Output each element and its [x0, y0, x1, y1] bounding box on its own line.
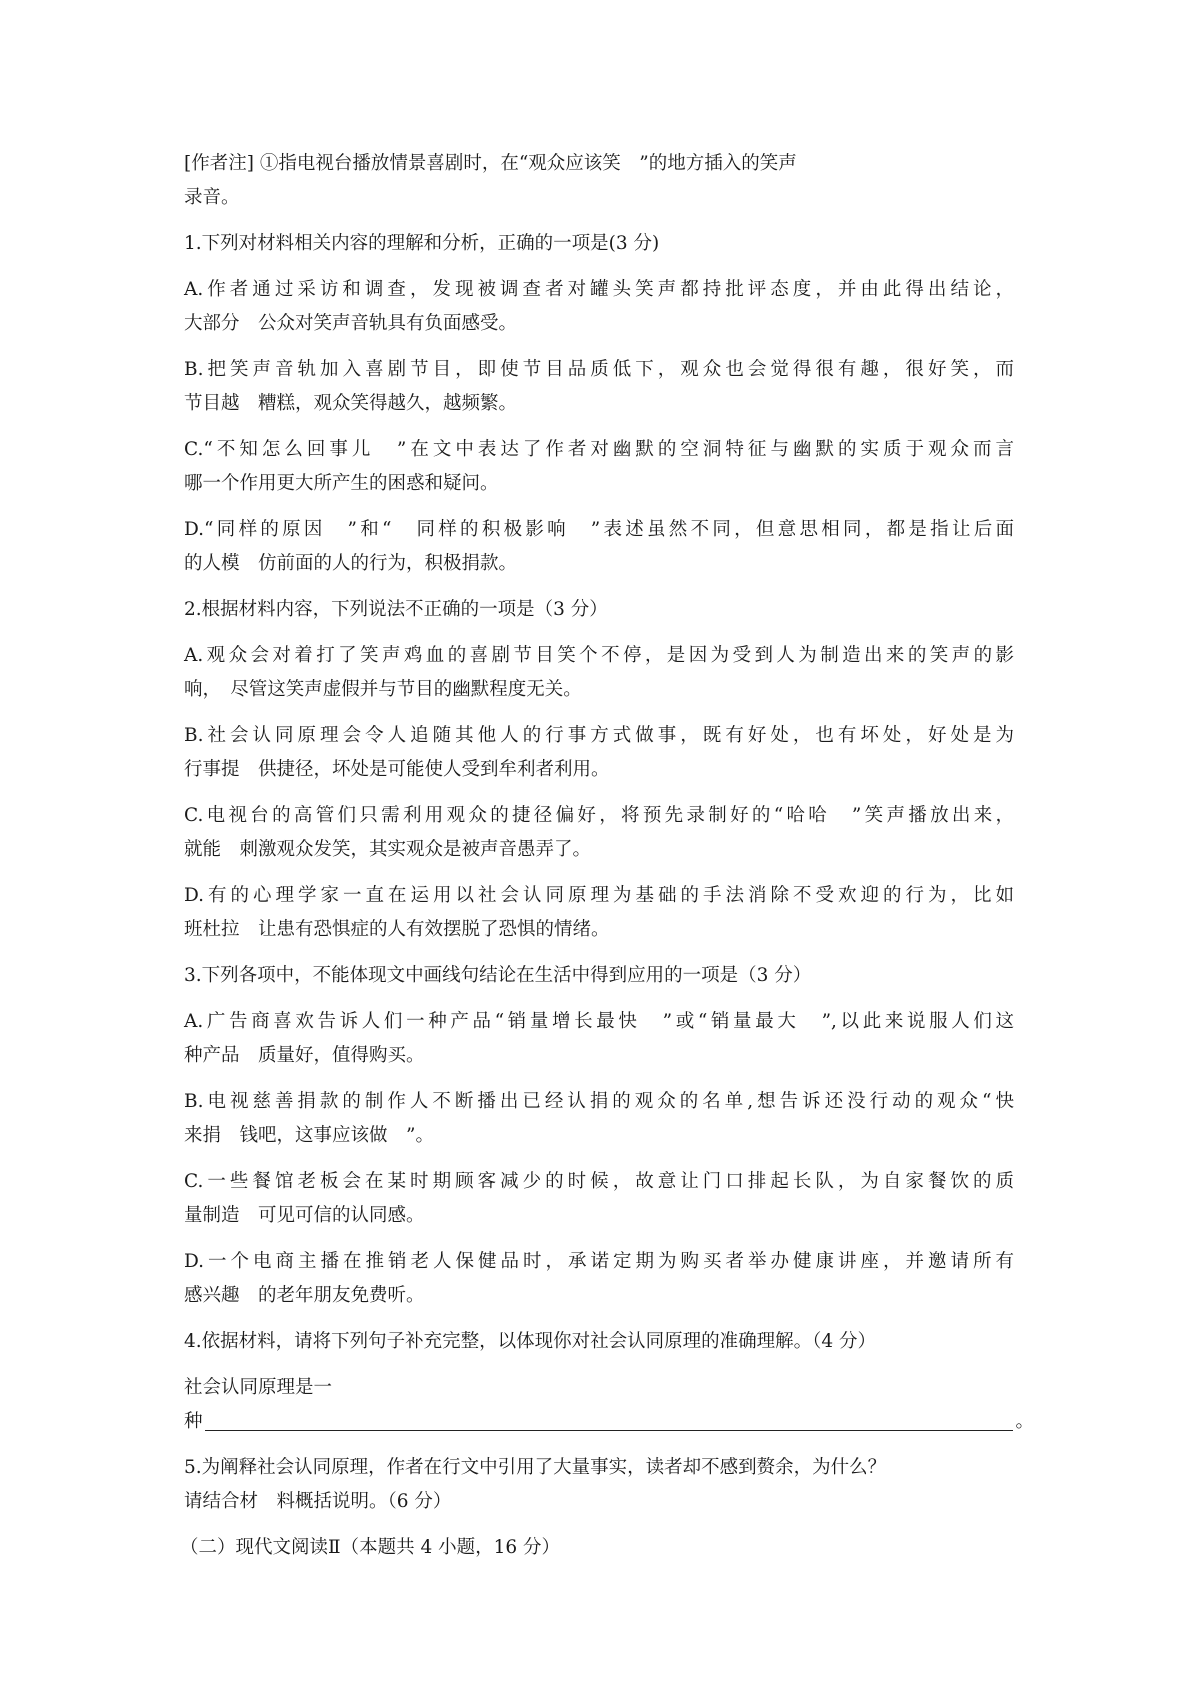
q1-option-d-line-1: D.“同样的原因 ”和“ 同样的积极影响 ”表述虽然不同，但意思相同，都是指让后面 [184, 519, 1014, 540]
q3-option-d-line-2: 感兴趣 的老年朋友免费听。 [184, 1285, 425, 1306]
q3-option-c-line-2: 量制造 可见可信的认同感。 [184, 1205, 425, 1226]
q2-option-d-line-1: D.有的心理学家一直在运用以社会认同原理为基础的手法消除不受欢迎的行为，比如 [184, 885, 1014, 906]
q1-option-c-line-2: 哪一个作用更大所产生的困惑和疑问。 [184, 473, 499, 494]
author-note-line-2: 录音。 [184, 187, 240, 208]
q1-option-a-line-2: 大部分 公众对笑声音轨具有负面感受。 [184, 313, 518, 334]
question-4-stem: 4.依据材料，请将下列句子补充完整，以体现你对社会认同原理的准确理解。（4 分） [184, 1331, 877, 1352]
q2-option-d-line-2: 班杜拉 让患有恐惧症的人有效摆脱了恐惧的情绪。 [184, 919, 610, 940]
q4-answer-prefix: 种 [184, 1411, 203, 1432]
q1-option-d-line-2: 的人模 仿前面的人的行为，积极捐款。 [184, 553, 518, 574]
q1-option-b-line-1: B.把笑声音轨加入喜剧节目，即使节目品质低下，观众也会觉得很有趣，很好笑，而 [184, 359, 1014, 380]
question-1-stem: 1.下列对材料相关内容的理解和分析，正确的一项是(3 分) [184, 233, 660, 254]
q2-option-b-line-2: 行事提 供捷径，坏处是可能使人受到牟利者利用。 [184, 759, 610, 780]
author-note-line-1: [作者注] ①指电视台播放情景喜剧时，在“观众应该笑 ”的地方插入的笑声 [184, 153, 797, 174]
q1-option-a-line-1: A.作者通过采访和调查，发现被调查者对罐头笑声都持批评态度，并由此得出结论， [184, 279, 1014, 300]
q3-option-d-line-1: D.一个电商主播在推销老人保健品时，承诺定期为购买者举办健康讲座，并邀请所有 [184, 1251, 1014, 1272]
q4-answer-line-2 [184, 1405, 1034, 1439]
q2-option-c-line-1: C.电视台的高管们只需利用观众的捷径偏好，将预先录制好的“哈哈 ”笑声播放出来， [184, 805, 1014, 826]
q2-option-c-line-2: 就能 刺激观众发笑，其实观众是被声音愚弄了。 [184, 839, 592, 860]
q2-option-a-line-1: A.观众会对着打了笑声鸡血的喜剧节目笑个不停，是因为受到人为制造出来的笑声的影 [184, 645, 1014, 666]
question-5-line-1: 5.为阐释社会认同原理，作者在行文中引用了大量事实，读者却不感到赘余，为什么？ [184, 1457, 887, 1478]
q1-option-c-line-1: C.“不知怎么回事儿 ”在文中表达了作者对幽默的空洞特征与幽默的实质于观众而言 [184, 439, 1014, 460]
q4-answer-blank[interactable] [205, 1408, 1014, 1431]
question-2-stem: 2.根据材料内容，下列说法不正确的一项是（3 分） [184, 599, 608, 620]
q3-option-a-line-2: 种产品 质量好，值得购买。 [184, 1045, 425, 1066]
question-5-line-2: 请结合材 料概括说明。（6 分） [184, 1491, 452, 1512]
q2-option-a-line-2: 响， 尽管这笑声虚假并与节目的幽默程度无关。 [184, 679, 582, 700]
q4-answer-suffix: 。 [1015, 1411, 1034, 1432]
question-3-stem: 3.下列各项中，不能体现文中画线句结论在生活中得到应用的一项是（3 分） [184, 965, 812, 986]
q2-option-b-line-1: B.社会认同原理会令人追随其他人的行事方式做事，既有好处，也有坏处，好处是为 [184, 725, 1014, 746]
q4-answer-line-1: 社会认同原理是一 [184, 1377, 333, 1398]
q3-option-b-line-2: 来捐 钱吧，这事应该做 ”。 [184, 1125, 434, 1146]
q1-option-b-line-2: 节目越 糟糕，观众笑得越久，越频繁。 [184, 393, 518, 414]
section-title: （二）现代文阅读Ⅱ（本题共 4 小题，16 分） [180, 1537, 561, 1558]
document-page [180, 147, 1034, 1565]
q3-option-b-line-1: B.电视慈善捐款的制作人不断播出已经认捐的观众的名单,想告诉还没行动的观众“快 [184, 1091, 1014, 1112]
q3-option-a-line-1: A.广告商喜欢告诉人们一种产品“销量增长最快 ”或“销量最大 ”,以此来说服人们这 [184, 1011, 1014, 1032]
q3-option-c-line-1: C.一些餐馆老板会在某时期顾客减少的时候，故意让门口排起长队，为自家餐饮的质 [184, 1171, 1014, 1192]
